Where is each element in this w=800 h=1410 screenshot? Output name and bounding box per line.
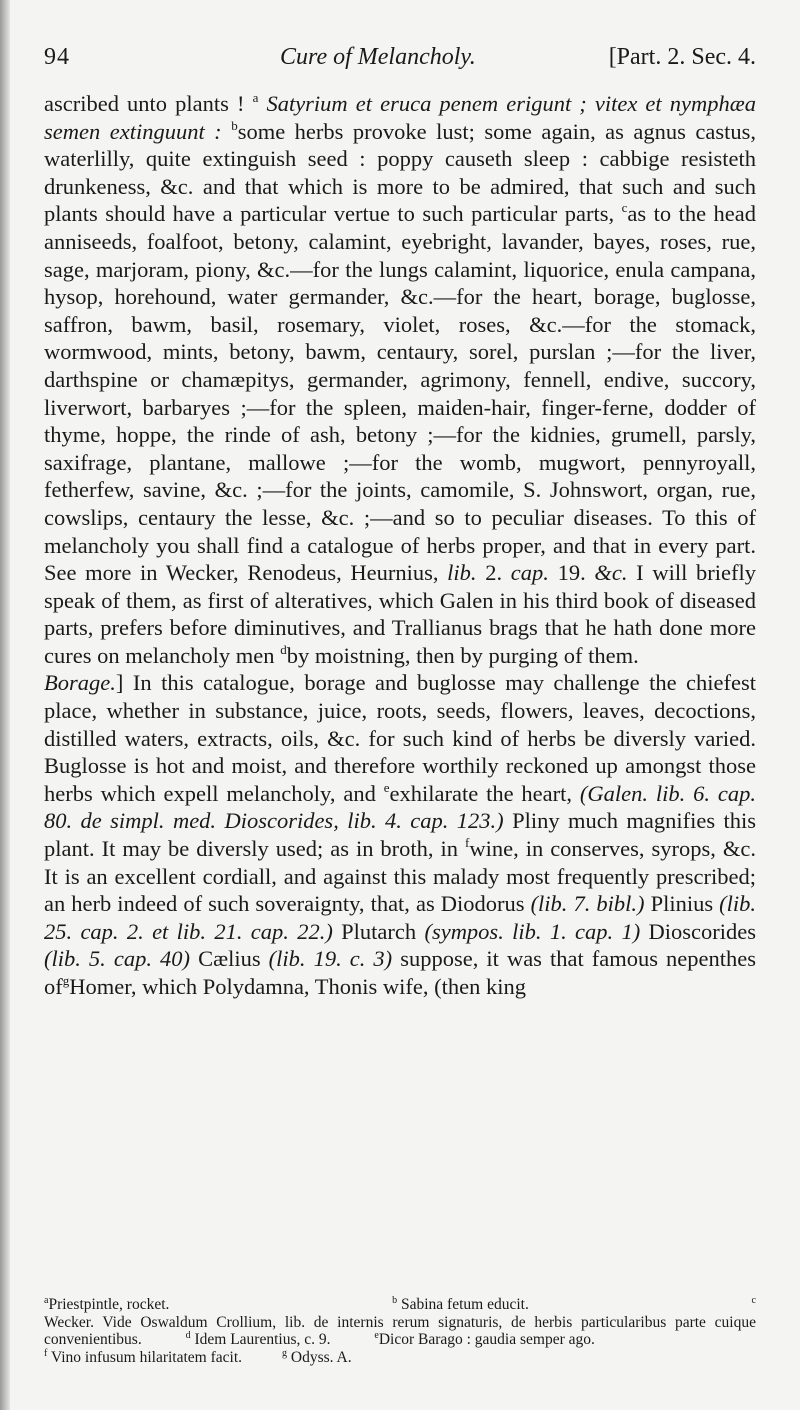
footnote-c: Wecker. Vide Oswaldum Crollium, lib. de internis rerum signaturis, de herbis particularibus parte cuique convenientibus. $^d$ Idem Laurentius, c. 9. $^e$Dicor Barago : gaudia semper ago. <box>44 1313 756 1348</box>
section-heading-borage: Borage. <box>44 670 116 696</box>
footnote-ref-b: b <box>231 117 238 133</box>
footnote-e: $^e$Dicor Barago : gaudia semper ago. <box>374 1330 595 1348</box>
paragraph-borage: Borage.] In this catalogue, borage and buglosse may challenge the chiefest place, whether in substance, juice, roots, seeds, flowers, leaves, decoctions, distilled waters, extracts, oils, &c. for such kind of herbs be diversly varied. Buglosse is hot and moist, and therefore worthily reckoned up amongst those herbs which expell melancholy, and $^e$exhilarate the heart, (Galen. lib. 6. cap. 80. de simpl. med. Dioscorides, lib. 4. cap. 123.) Pliny much magnifies this plant. It may be diversly used; as in broth, in $^f$wine, in conserves, syrops, &c. It is an excellent cordiall, and against this malady most frequently prescribed; an herb indeed of such soveraignty, that, as Diodorus (lib. 7. bibl.) Plinius (lib. 25. cap. 2. et lib. 21. cap. 22.) Plutarch (sympos. lib. 1. cap. 1) Dioscorides (lib. 5. cap. 40) Cælius (lib. 19. c. 3) suppose, it was that famous nepenthes $of^gHomer$, which Polydamna, Thonis wife, (then king <box>44 670 757 999</box>
footnote-ref-a: a <box>252 90 259 105</box>
footnotes <box>44 1296 756 1366</box>
footnote-ref-c: c <box>621 200 628 216</box>
body-text <box>44 90 756 1001</box>
footnote-a: $^a$Priestpintle, rocket. <box>44 1295 170 1313</box>
footnote-c-start: c <box>751 1295 756 1306</box>
page-number: 94 <box>44 44 70 70</box>
footnote-g: $^g$ Odyss. A. <box>282 1347 352 1366</box>
running-title: Cure of Melancholy. <box>280 44 476 70</box>
page-gutter-shadow <box>0 0 10 1410</box>
footnote-row-1 <box>44 1296 756 1314</box>
footnote-ref-f: f <box>465 835 470 851</box>
section-reference: [Part. 2. Sec. 4. <box>608 44 756 70</box>
footnote-b: $^b$ Sabina fetum educit. <box>392 1295 529 1313</box>
paragraph-plants: ascribed unto plants ! $^a$ Satyrium et eruca penem erigunt ; vitex et nymphæa semen extinguunt : $^b$some herbs provoke lust; some again, as agnus castus, waterlilly, quite extinguish seed : poppy causeth sleep : cabbige resisteth drunkeness, &c. and that which is more to be admired, that such and such plants should have a particular vertue to such particular parts, $^c$as to the head anniseeds, foalfoot, betony, calamint, eyebright, lavander, bayes, roses, rue, sage, marjoram, piony, &c.—for the lungs calamint, liquorice, enula campana, hysop, horehound, water germander, &c.—for the heart, borage, buglosse, saffron, bawm, basil, rosemary, violet, roses, &c.—for the stomack, wormwood, mints, betony, bawm, centaury, sorel, purslan ;—for the liver, darthspine or chamæpitys, germander, agrimony, fennell, endive, succory, liverwort, barbaryes ;—for the spleen, maiden-hair, finger-ferne, dodder of thyme, hoppe, the rinde of ash, betony ;—for the kidnies, grumell, parsly, saxifrage, plantane, mallowe ;—for the womb, mugwort, pennyroyall, fetherfew, savine, &c. ;—for the joints, camomile, S. Johnswort, organ, rue, cowslips, centaury the lesse, &c. ;—and so to peculiar diseases. To this of melancholy you shall find a catalogue of herbs proper, and that in every part. See more in Wecker, Renodeus, Heurnius, lib. 2. cap. 19. &c. I will briefly speak of them, as first of alteratives, which Galen in his third book of diseased parts, prefers before diminutives, and Trallianus brags that he hath done more cures on melancholy men $^d$by moistning, then by purging of them. <box>44 90 757 668</box>
footnote-row-3 <box>44 1349 756 1367</box>
citation-galen: (Galen. lib. 6. cap. 80. de simpl. med. Dioscorides, lib. 4. cap. 123.) <box>44 780 757 834</box>
page-header <box>44 44 756 84</box>
footnote-d: $^d$ Idem Laurentius, c. 9. <box>185 1330 331 1348</box>
footnote-ref-e: e <box>383 779 390 795</box>
footnote-ref-d: d <box>280 641 287 657</box>
latin-quote: Satyrium et eruca penem erigunt ; vitex et nymphæa semen extinguunt : <box>44 91 757 144</box>
footnote-f: $^f$ Vino infusum hilaritatem facit. <box>44 1347 243 1366</box>
footnote-ref-g: g <box>62 973 70 988</box>
